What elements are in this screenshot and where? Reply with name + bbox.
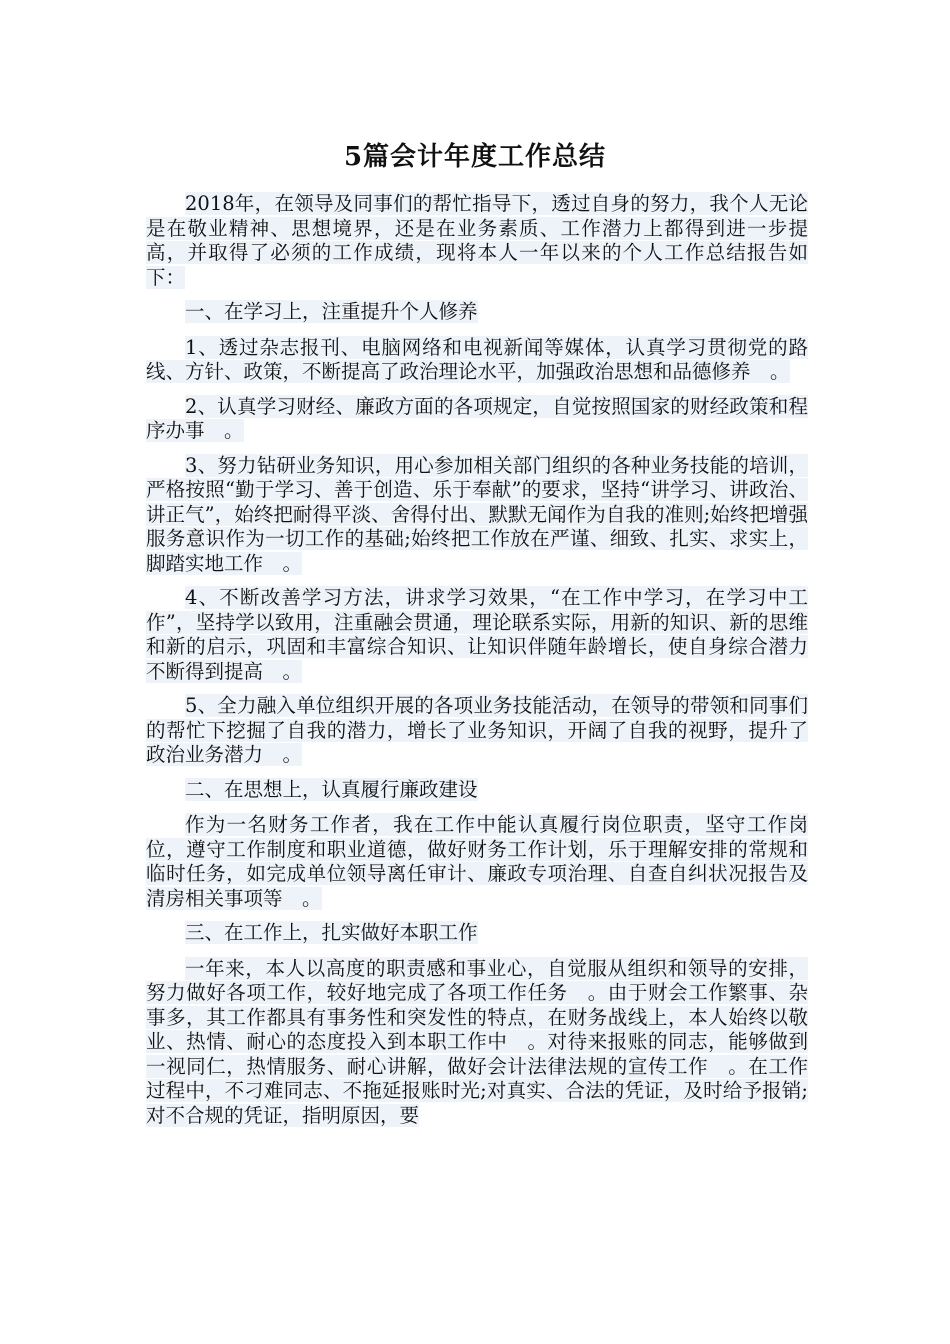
paragraph-thought: 作为一名财务工作者，我在工作中能认真履行岗位职责，坚守工作岗位，遵守工作制度和职业道德，做好财务工作计划，乐于理解安排的常规和临时任务，如完成单位领导离任审计、廉政专项治理、自查自纠状况报告及清房相关事项等 。 (146, 813, 808, 910)
section-heading-study: 一、在学习上，注重提升个人修养 (185, 300, 478, 323)
paragraph-intro: 2018年，在领导及同事们的帮忙指导下，透过自身的努力，我个人无论是在敬业精神、思想境界，还是在业务素质、工作潜力上都得到进一步提高，并取得了必须的工作成绩，现将本人一年以来的个人工作总结报告如下： (146, 192, 808, 289)
paragraph-study-5: 5、全力融入单位组织开展的各项业务技能活动，在领导的带领和同事们的帮忙下挖掘了自我的潜力，增长了业务知识，开阔了自我的视野，提升了政治业务潜力 。 (146, 694, 808, 766)
paragraph-study-3: 3、努力钻研业务知识，用心参加相关部门组织的各种业务技能的培训，严格按照“勤于学习、善于创造、乐于奉献”的要求，坚持“讲学习、讲政治、讲正气”，始终把耐得平淡、舍得付出、默默无闻作为自我的准则;始终把增强服务意识作为一切工作的基础;始终把工作放在严谨、细致、扎实、求实上，脚踏实地工作 。 (146, 453, 808, 575)
section-heading-thought: 二、在思想上，认真履行廉政建设 (185, 777, 478, 801)
paragraph-study-2: 2、认真学习财经、廉政方面的各项规定，自觉按照国家的财经政策和程序办事 。 (146, 394, 808, 442)
document-title: 5篇会计年度工作总结 (343, 142, 607, 172)
paragraph-work: 一年来，本人以高度的职责感和事业心，自觉服从组织和领导的安排，努力做好各项工作，较好地完成了各项工作任务 。由于财会工作繁事、杂事多，其工作都具有事务性和突发性的特点，在财务战线上，本人始终以敬业、热情、耐心的态度投入到本职工作中 。对待来报账的同志，能够做到一视同仁，热情服务、耐心讲解，做好会计法律法规的宣传工作 。在工作过程中，不刁难同志、不拖延报账时光;对真实、合法的凭证，及时给予报销;对不合规的凭证，指明原因，要 (146, 956, 808, 1127)
section-heading-work: 三、在工作上，扎实做好本职工作 (185, 921, 478, 944)
document-body (146, 192, 808, 1138)
paragraph-study-1: 1、透过杂志报刊、电脑网络和电视新闻等媒体，认真学习贯彻党的路线、方针、政策，不断提高了政治理论水平，加强政治思想和品德修养 。 (146, 335, 808, 383)
paragraph-study-4: 4、不断改善学习方法，讲求学习效果，“在工作中学习，在学习中工作”，坚持学以致用，注重融会贯通，理论联系实际，用新的知识、新的思维和新的启示，巩固和丰富综合知识、让知识伴随年龄增长，使自身综合潜力不断得到提高 。 (146, 586, 808, 683)
